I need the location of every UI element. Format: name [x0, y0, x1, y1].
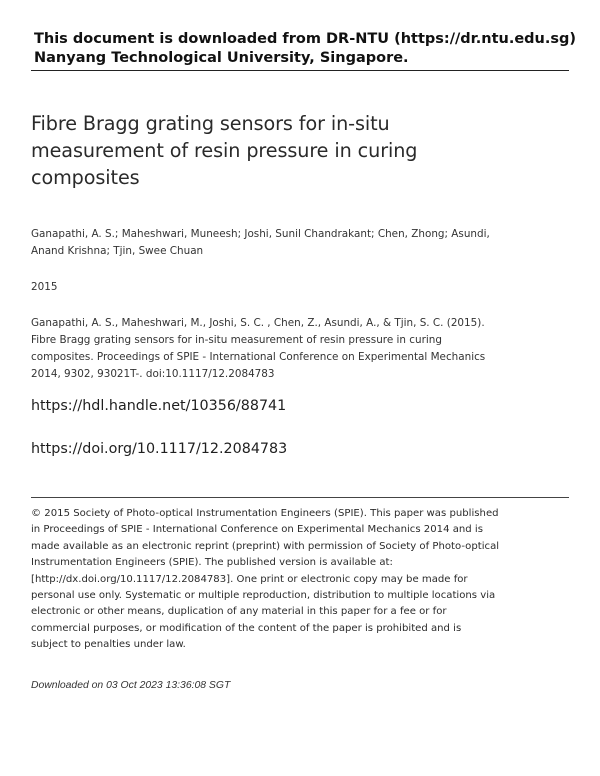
author-list: Ganapathi, A. S.; Maheshwari, Muneesh; Joshi, Sunil Chandrakant; Chen, Zhong; Asundi, Anand Krishna; Tjin, Swee Chuan [31, 228, 490, 257]
repository-header [34, 30, 577, 68]
copyright-divider [31, 497, 569, 498]
header-divider [31, 70, 569, 71]
citation-text: Ganapathi, A. S., Maheshwari, M., Joshi, S. C. , Chen, Z., Asundi, A., & Tjin, S. C. (2015). Fibre Bragg grating sensors for in-situ measurement of resin pressure in curing composites. Proceedings of SPIE - International Conference on Experimental Mechanics 2014, 9302, 93021T-. doi:10.1117/12.2084783 [31, 317, 486, 380]
repository-header-line-2: Nanyang Technological University, Singapore. [34, 50, 409, 66]
download-timestamp: Downloaded on 03 Oct 2023 13:36:08 SGT [31, 680, 231, 691]
repository-header-line-1: This document is downloaded from DR-NTU (https://dr.ntu.edu.sg) [34, 31, 577, 47]
doi-link[interactable]: https://doi.org/10.1117/12.2084783 [31, 441, 288, 457]
document-title: Fibre Bragg grating sensors for in-situ measurement of resin pressure in curing composites [31, 112, 418, 189]
copyright-notice: © 2015 Society of Photo-optical Instrumentation Engineers (SPIE). This paper was published in Proceedings of SPIE - International Conference on Experimental Mechanics 2014 and is made available as an electronic reprint (preprint) with permission of Society of Photo-optical Instrumentation Engineers (SPIE). The published version is available at: [http://dx.doi.org/10.1117/12.2084783]. One print or electronic copy may be made for personal use only. Systematic or multiple reproduction, distribution to multiple locations via electronic or other means, duplication of any material in this paper for a fee or for commercial purposes, or modification of the content of the paper is prohibited and is subject to penalties under law. [31, 508, 500, 651]
publication-year: 2015 [31, 281, 58, 293]
handle-link[interactable]: https://hdl.handle.net/10356/88741 [31, 398, 287, 414]
